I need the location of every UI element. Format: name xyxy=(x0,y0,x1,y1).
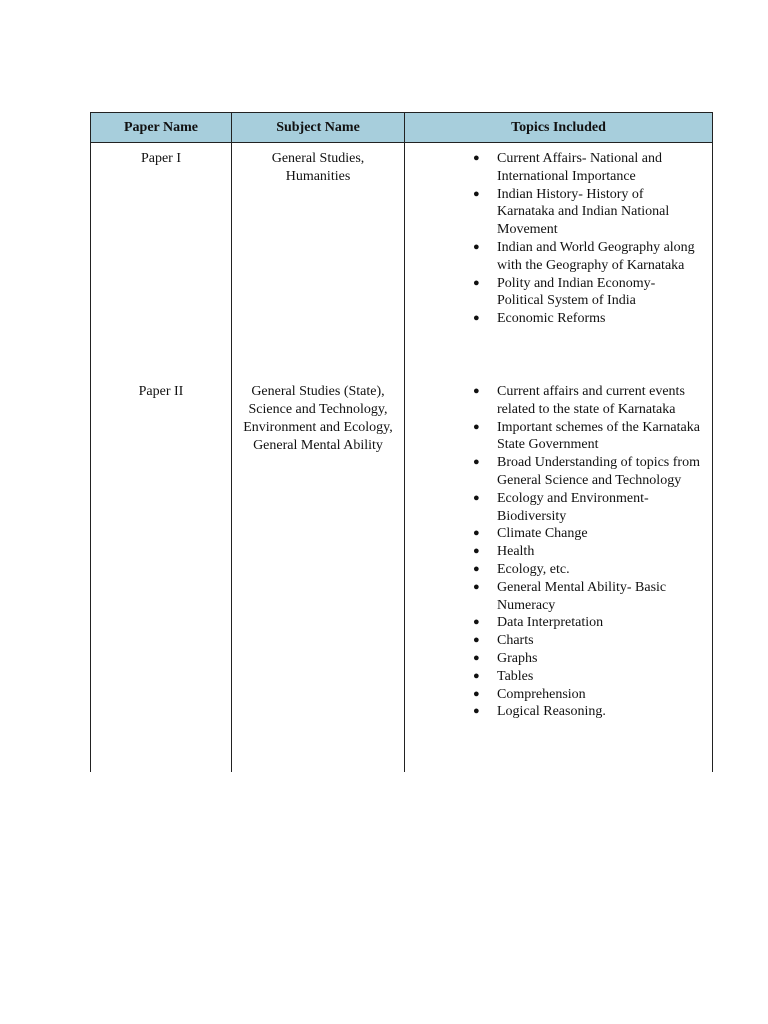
column-divider xyxy=(404,113,405,772)
list-item xyxy=(471,490,703,526)
topic-text: Current affairs and current events related to the state of Karnataka xyxy=(497,384,685,417)
list-item xyxy=(471,668,703,686)
syllabus-table xyxy=(90,112,713,772)
bullet-icon: ● xyxy=(473,276,480,289)
topics-list xyxy=(471,150,703,328)
topic-text: Economic Reforms xyxy=(497,311,606,327)
topic-text: Climate Change xyxy=(497,526,588,542)
subject-name-cell: General Studies (State), Science and Technology, Environment and Ecology, General Mental Ability xyxy=(243,384,393,453)
bullet-icon: ● xyxy=(473,385,480,397)
list-item xyxy=(471,310,703,328)
header-subject-name: Subject Name xyxy=(276,120,360,135)
bullet-icon: ● xyxy=(473,580,480,593)
header-topics-included: Topics Included xyxy=(511,120,606,135)
topic-text: Indian and World Geography along with the Geography of Karnataka xyxy=(497,239,695,273)
bullet-icon: ● xyxy=(473,687,480,700)
paper-name-cell: Paper II xyxy=(138,384,184,399)
topic-text: Graphs xyxy=(497,650,538,666)
bullet-icon: ● xyxy=(473,616,480,629)
list-item xyxy=(471,579,703,615)
bullet-icon: ● xyxy=(473,456,480,469)
bullet-icon: ● xyxy=(473,527,480,540)
table-header xyxy=(91,113,712,143)
column-divider xyxy=(231,113,232,772)
list-item xyxy=(471,383,703,419)
topic-text: Tables xyxy=(497,668,534,684)
list-item xyxy=(471,543,703,561)
topic-text: Current Affairs- National and International Importance xyxy=(497,151,662,184)
bullet-icon: ● xyxy=(473,491,480,504)
topic-text: Data Interpretation xyxy=(497,615,604,631)
bullet-icon: ● xyxy=(473,669,480,682)
topic-text: Charts xyxy=(497,633,534,649)
list-item xyxy=(471,186,703,239)
topic-text: Ecology, etc. xyxy=(497,561,570,577)
list-item xyxy=(471,150,703,186)
list-item xyxy=(471,614,703,632)
topic-text: Broad Understanding of topics from General Science and Technology xyxy=(497,455,700,488)
bullet-icon: ● xyxy=(473,634,480,647)
topic-text: Comprehension xyxy=(497,686,586,702)
bullet-icon: ● xyxy=(473,705,480,718)
bullet-icon: ● xyxy=(473,545,480,558)
topic-text: Indian History- History of Karnataka and Indian National Movement xyxy=(497,186,670,238)
list-item xyxy=(471,650,703,668)
bullet-icon: ● xyxy=(473,152,480,164)
bullet-icon: ● xyxy=(473,312,480,325)
bullet-icon: ● xyxy=(473,651,480,664)
list-item xyxy=(471,703,703,721)
subject-name-cell: General Studies, Humanities xyxy=(271,151,365,184)
list-item xyxy=(471,632,703,650)
topic-text: Important schemes of the Karnataka State Government xyxy=(497,419,700,453)
topics-list xyxy=(471,383,703,721)
bullet-icon: ● xyxy=(473,562,480,575)
bullet-icon: ● xyxy=(473,240,480,253)
topic-text: Polity and Indian Economy- Political System of India xyxy=(497,275,656,309)
topic-text: Ecology and Environment- Biodiversity xyxy=(497,490,649,524)
list-item xyxy=(471,454,703,490)
list-item xyxy=(471,239,703,275)
topic-text: Logical Reasoning. xyxy=(497,704,606,720)
topic-text: General Mental Ability- Basic Numeracy xyxy=(497,579,667,613)
header-paper-name: Paper Name xyxy=(124,120,198,135)
list-item xyxy=(471,275,703,311)
list-item xyxy=(471,561,703,579)
paper-name-cell: Paper I xyxy=(140,151,182,166)
list-item xyxy=(471,525,703,543)
list-item xyxy=(471,686,703,704)
bullet-icon: ● xyxy=(473,420,480,433)
bullet-icon: ● xyxy=(473,187,480,200)
list-item xyxy=(471,419,703,455)
topic-text: Health xyxy=(497,544,535,560)
